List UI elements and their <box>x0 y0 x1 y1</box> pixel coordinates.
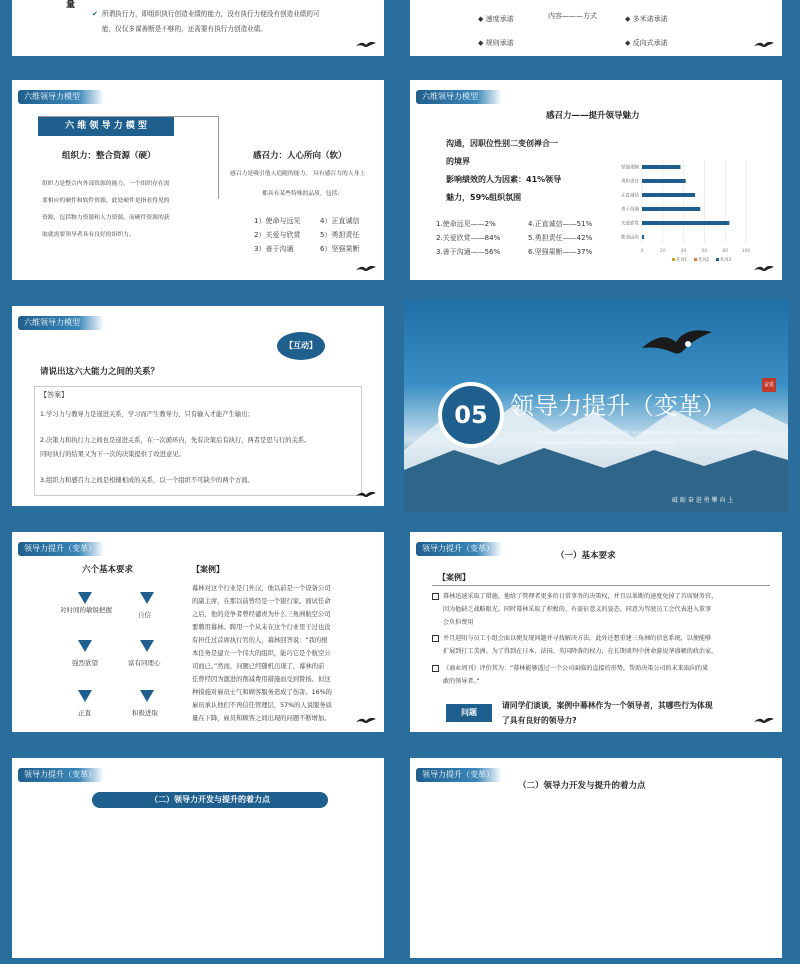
interaction-badge: 【互动】 <box>277 332 325 360</box>
content-method: 内容———方式 <box>548 12 597 20</box>
corner-char: 量 <box>66 0 76 10</box>
requirement: 强烈欲望 <box>72 659 98 667</box>
red-seal: 奋进 <box>762 378 776 392</box>
triangle-icon <box>78 592 92 604</box>
stat: 5.勇担责任——42% <box>528 234 593 242</box>
slide-section-cover[interactable] <box>404 300 788 512</box>
legend-entry: 系列1 <box>676 257 688 262</box>
section-subtitle: The average person is always waiting for an opportunity to come The average person is always The <box>538 431 764 436</box>
check-icon: ✔ <box>92 10 98 18</box>
bar <box>642 207 700 211</box>
quality: 1）使命与远见 <box>254 217 301 225</box>
eagle-icon <box>356 264 376 274</box>
head-line: 影响绩效的人为因素：41%领导 <box>446 175 562 184</box>
legend-swatch <box>672 258 675 261</box>
quality: 5）勇担责任 <box>320 231 360 239</box>
slide-execution[interactable] <box>6 0 390 62</box>
stat: 3.善于沟通——56% <box>436 248 501 256</box>
x-tick-label: 60 <box>701 249 708 254</box>
legend-entry: 系列2 <box>698 257 710 262</box>
bar <box>642 221 729 225</box>
category-label: 勇担责任 <box>621 179 639 185</box>
section-tag: 领导力提升（变革） <box>416 768 502 782</box>
bar <box>642 165 680 169</box>
triangle-icon <box>140 640 154 652</box>
case-bullet: 《商业周刊》评价其为：“幕林能够透过一个公司面临的直接的形势，帮助决策公司的未来取向的果 敢的领导者。” <box>432 662 708 688</box>
commit-item: ◆ 速度承诺 <box>478 15 514 23</box>
x-tick-label: 0 <box>640 249 644 254</box>
category-label: 使命远见 <box>621 235 639 241</box>
slide-six-requirements[interactable] <box>6 526 390 738</box>
section-tag: 领导力提升（变革） <box>416 542 502 556</box>
x-tick-label: 20 <box>659 249 666 254</box>
triangle-icon <box>78 690 92 702</box>
x-tick-label: 100 <box>741 249 751 254</box>
case-text: 幕林对这个行业是门外汉，他以前是一个设备公司 的副主席，在那以前曾经是一个银行家。面试任命 之后，他的竞争者曾经谴责为什么三角洲航空公司 要聘用幕林。聘用一个从未在这个行业里干过也没 有担任过首席执行官的人，幕林回答说：“我的根 本任务是建立一个伟大的组织，能巧它是个航空公 司而已。”然而，问题已经随机出现了，幕林的前 任曾经因为激进的削减费用措施而受到赞扬。但这 种措施对雇员士气和顾客服务造成了伤害。16%的 雇员承认他们不再信任管理层，57%的人说服务质 量在下降，雇员和顾客之间出现的问题不断增加。 <box>192 585 332 722</box>
head-line: 魅力，59%组织氛围 <box>446 193 522 202</box>
left-line: 要相应的硬件和软件资源，此处硬件是指看得见的 <box>42 198 170 204</box>
slide-charisma[interactable] <box>404 74 788 286</box>
answer-line: 1.学习力与教导力是递进关系，学习而产生教导力，只有输入才能产生输出； <box>40 411 254 418</box>
commit-item: ◆ 多米诺承诺 <box>625 15 668 23</box>
triangle-icon <box>140 690 154 702</box>
focus-title: （二）领导力开发与提升的着力点 <box>518 781 646 791</box>
section-tag: 领导力提升（变革） <box>18 768 104 782</box>
triangle-icon <box>140 592 154 604</box>
bar <box>642 179 686 183</box>
left-line: 取就需要领导者具有良好的组织力。 <box>42 232 135 238</box>
requirements-title: 六个基本要求 <box>82 565 134 575</box>
eagle-flying-icon <box>642 326 712 362</box>
triangle-icon <box>78 640 92 652</box>
commit-item: ◆ 反向式承诺 <box>625 39 668 47</box>
head-line: 沟通，因职位性别二变创禅合一 <box>446 139 558 148</box>
quality: 6）坚强果断 <box>320 245 360 253</box>
stat: 4.正直诚信——51% <box>528 220 593 228</box>
question-line: 请同学们谈谈，案例中幕林作为一个领导者，其哪些行为体现 <box>502 701 713 710</box>
case-bullet: 幕林迅速采取了措施，他给了管理者更多的日常事务的决策权，并且以果断的速度免掉了首席财务官， 因为他缺乏战略眼光。同时幕林采取了积极的、有豪征意义的姿态，同意为驾驶员工会代表进入董事 会负担费用 <box>432 590 717 629</box>
category-label: 善于沟通 <box>621 207 639 213</box>
slide-focus-points-b[interactable] <box>404 752 788 964</box>
stat: 1.使命远见——2% <box>436 220 496 228</box>
slide-six-dimension-model[interactable] <box>6 74 390 286</box>
answer-line: 2.决策力和执行力之间也是递进关系，在一次循环内，先有决策后有执行，两者是思与行的关系。 <box>40 437 311 444</box>
category-label: 正直诚信 <box>621 193 639 199</box>
stat: 6.坚强果断——37% <box>528 248 593 256</box>
case-bullet: 并且迎阻与员工小组会面以便发现问题并寻找解决方法。此外还想重建三角洲的信息系统，以便能够 扩展到打工美洲。为了得到在日本、法国、英国降落的权力，在长期谈判中拼命游说华盛顿的政治家。 <box>432 632 717 658</box>
basic-title: （一）基本要求 <box>556 551 616 561</box>
eagle-icon <box>356 490 376 500</box>
stat: 2.关爱欣赏——84% <box>436 234 501 242</box>
case-label: 【案例】 <box>192 565 224 574</box>
commit-item: ◆ 规则承诺 <box>478 39 514 47</box>
eagle-icon <box>754 716 774 726</box>
legend-entry: 系列3 <box>720 257 732 262</box>
focus-head-box: （二）领导力开发与提升的着力点 <box>92 792 328 808</box>
section-title: 领导力提升（变革） <box>510 392 726 420</box>
legend-swatch <box>716 258 719 261</box>
quality: 4）正直诚信 <box>320 217 360 225</box>
section-tag: 六维领导力模型 <box>18 90 104 104</box>
head-line: 的境界 <box>446 157 470 166</box>
category-label: 关爱欣赏 <box>621 221 639 227</box>
bar <box>642 193 695 197</box>
section-subtitle: average person is always waiting for an opportunity to come <box>538 441 676 446</box>
bar <box>642 235 644 239</box>
x-tick-label: 80 <box>722 249 729 254</box>
answer-line: 3.组织力和感召力之间是相辅相成的关系，以一个组织不可缺少的两个方面。 <box>40 477 254 484</box>
requirement: 积极进取 <box>132 709 158 717</box>
answer-line: 同时执行的结果又为下一次的决策提供了改进意见； <box>40 451 185 458</box>
slide-basic-requirements[interactable] <box>404 526 788 738</box>
slide-focus-points-a[interactable] <box>6 752 390 964</box>
eagle-icon <box>356 40 376 50</box>
slide-commitment[interactable] <box>404 0 788 62</box>
section-number-circle: 05 <box>438 382 504 448</box>
right-line: 感召力是吸引他人追随的能力。 具有感召力的人身上 <box>230 171 366 177</box>
question-line: 了具有良好的领导力? <box>502 716 577 725</box>
eagle-icon <box>754 264 774 274</box>
requirement: 富有同理心 <box>128 659 161 667</box>
exec-line-1: 所谓执行力，即组织执行创造业绩的能力，没有执行力便没有创造业绩的可 <box>102 10 320 18</box>
bar-chart <box>606 152 756 280</box>
quality: 3）善于沟通 <box>254 245 294 253</box>
section-tag: 六维领导力模型 <box>416 90 502 104</box>
section-tag: 领导力提升（变革） <box>18 542 104 556</box>
answer-label: 【答案】 <box>40 391 68 399</box>
left-line: 资源，包括物力资源和人力资源。而硬件资源的获 <box>42 215 170 221</box>
legend-swatch <box>694 258 697 261</box>
case-divider <box>432 585 770 586</box>
requirement: 对时间的敏锐把握 <box>60 606 112 614</box>
right-heading: 感召力：人心所向（软） <box>253 151 347 161</box>
case-label: 【案例】 <box>438 573 470 582</box>
exec-line-2: 能，仅仅多谋善断是不够的，还需要有执行力创造业绩。 <box>102 25 267 33</box>
section-tag: 六维领导力模型 <box>18 316 104 330</box>
category-label: 坚强果断 <box>621 165 639 171</box>
motto: 砥 砺 奋 进 勇 攀 向 上 <box>672 497 734 504</box>
requirement: 自信 <box>138 611 151 619</box>
left-line: 组织力是整合内外部资源的能力。一个组织存在需 <box>42 181 170 187</box>
eagle-icon <box>754 40 774 50</box>
question: 请说出这六大能力之间的关系？ <box>40 367 160 377</box>
charisma-title: 感召力——提升领导魅力 <box>546 111 640 121</box>
model-title-box: 六 维 领 导 力 模 型 <box>38 116 174 136</box>
question-badge: 问题 <box>446 704 492 722</box>
left-heading: 组织力：整合资源（硬） <box>62 151 156 161</box>
right-line: 都具有某些特殊的品质，包括： <box>262 191 344 197</box>
eagle-icon <box>356 716 376 726</box>
requirement: 正直 <box>78 709 91 717</box>
slide-interaction[interactable] <box>6 300 390 512</box>
quality: 2）关爱与欣赏 <box>254 231 301 239</box>
x-tick-label: 40 <box>680 249 687 254</box>
